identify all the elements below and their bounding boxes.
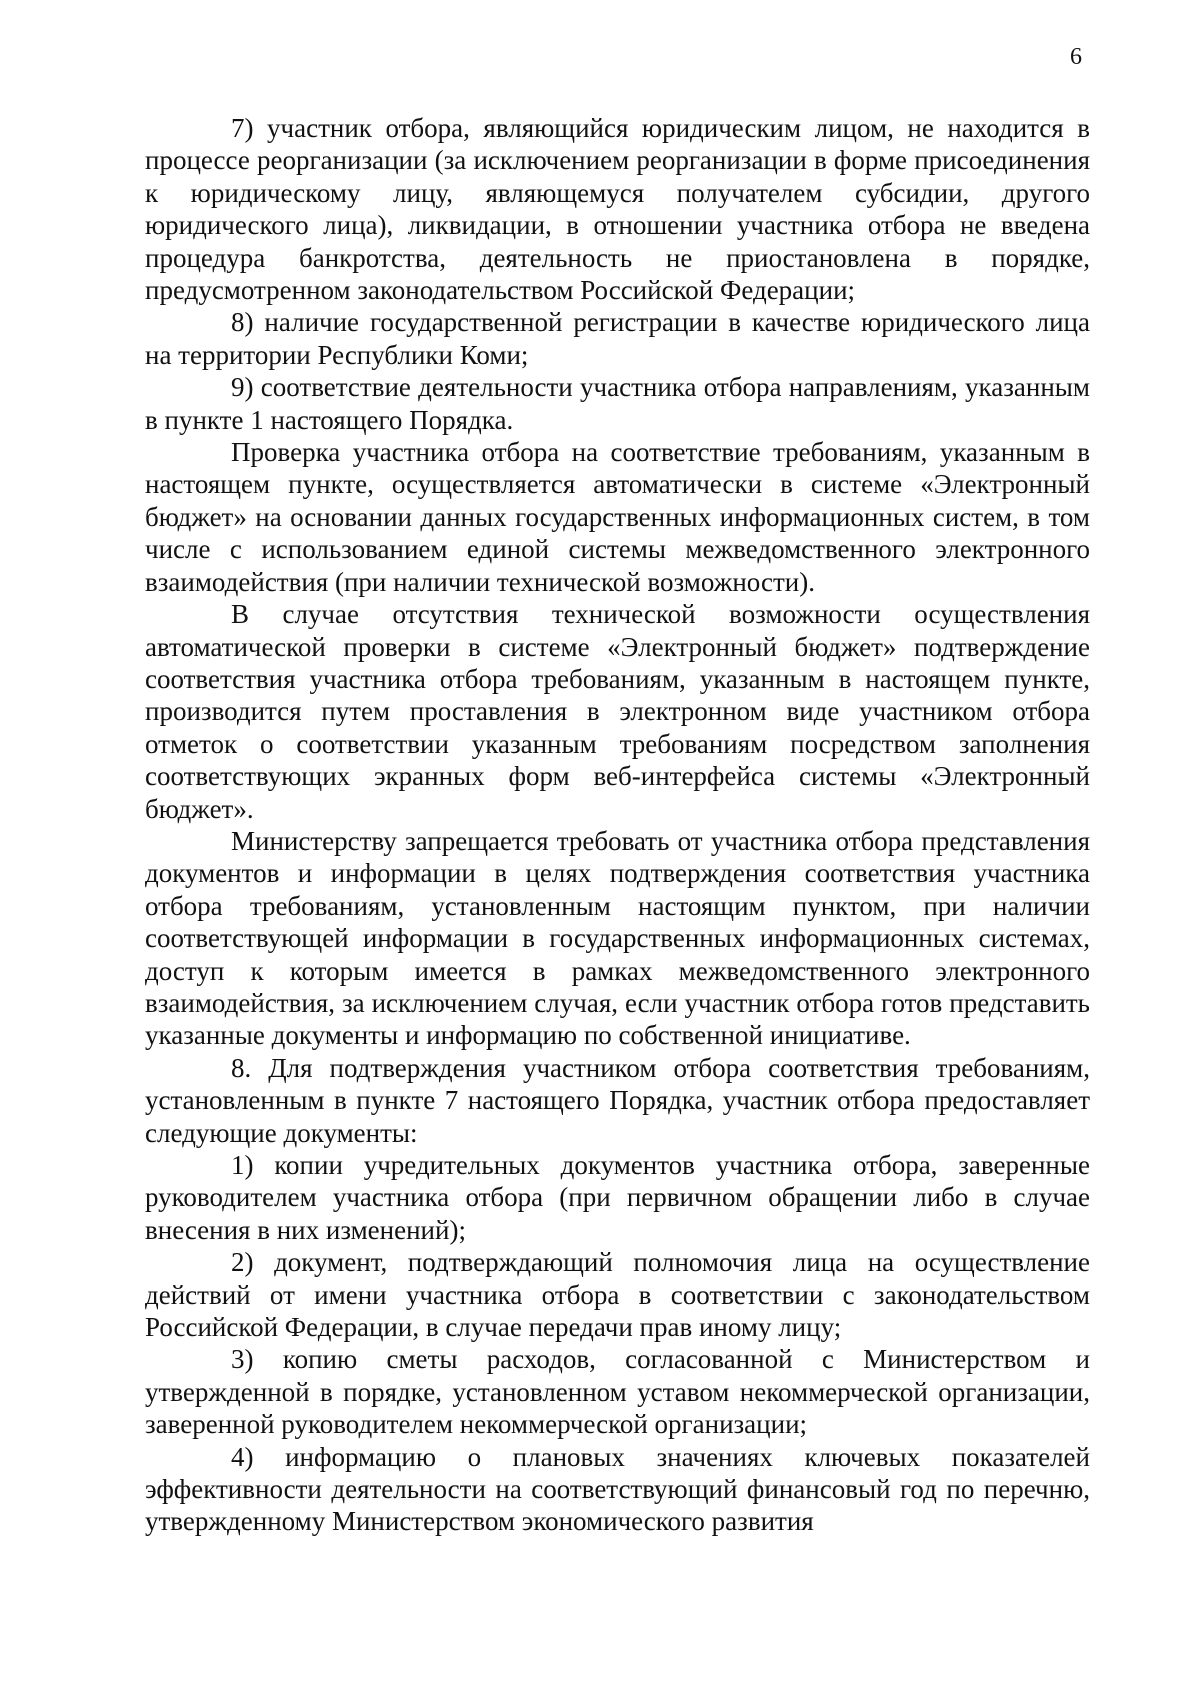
paragraph-item-7: 7) участник отбора, являющийся юридическим лицом, не находится в процессе реорганизации (за исключением реорганизации в форме присоединения к юридическому лицу, являющемуся получателем субсидии, другого юридического лица), ликвидации, в отношении участника отбора не введена процедура банкротства, деятельность не приостановлена в порядке, предусмотренном законодательством Российской Федерации; [145, 113, 1090, 306]
paragraph-section-8-intro: 8. Для подтверждения участником отбора соответствия требованиям, установленным в пункте 7 настоящего Порядка, участник отбора предоставляет следующие документы: [145, 1052, 1090, 1148]
paragraph-document-2: 2) документ, подтверждающий полномочия лица на осуществление действий от имени участника отбора в соответствии с законодательством Российской Федерации, в случае передачи прав иному лицу; [145, 1247, 1090, 1343]
page-number: 6 [1070, 44, 1082, 70]
paragraph-verification-check: Проверка участника отбора на соответствие требованиям, указанным в настоящем пункте, осуществляется автоматически в системе «Электронный бюджет» на основании данных государственных информационных систем, в том числе с использованием единой системы межведомственного электронного взаимодействия (при наличии технической возможности). [145, 437, 1090, 597]
paragraph-document-3: 3) копию сметы расходов, согласованной с Министерством и утвержденной в порядке, установленном уставом некоммерческой организации, заверенной руководителем некоммерческой организации; [145, 1344, 1090, 1440]
document-body [145, 112, 1090, 1538]
paragraph-item-9: 9) соответствие деятельности участника отбора направлениям, указанным в пункте 1 настоящего Порядка. [145, 372, 1090, 435]
paragraph-item-8: 8) наличие государственной регистрации в качестве юридического лица на территории Республики Коми; [145, 307, 1090, 370]
paragraph-document-4: 4) информацию о плановых значениях ключевых показателей эффективности деятельности на соответствующий финансовый год по перечню, утвержденному Министерством экономического развития [145, 1441, 1090, 1537]
paragraph-manual-verification: В случае отсутствия технической возможности осуществления автоматической проверки в системе «Электронный бюджет» подтверждение соответствия участника отбора требованиям, указанным в настоящем пункте, производится путем проставления в электронном виде участником отбора отметок о соответствии указанным требованиям посредством заполнения соответствующих экранных форм веб-интерфейса системы «Электронный бюджет». [145, 599, 1090, 824]
paragraph-ministry-prohibition: Министерству запрещается требовать от участника отбора представления документов и информации в целях подтверждения соответствия участника отбора требованиям, установленным настоящим пунктом, при наличии соответствующей информации в государственных информационных системах, доступ к которым имеется в рамках межведомственного электронного взаимодействия, за исключением случая, если участник отбора готов представить указанные документы и информацию по собственной инициативе. [145, 825, 1090, 1051]
paragraph-document-1: 1) копии учредительных документов участника отбора, заверенные руководителем участника отбора (при первичном обращении либо в случае внесения в них изменений); [145, 1150, 1090, 1245]
